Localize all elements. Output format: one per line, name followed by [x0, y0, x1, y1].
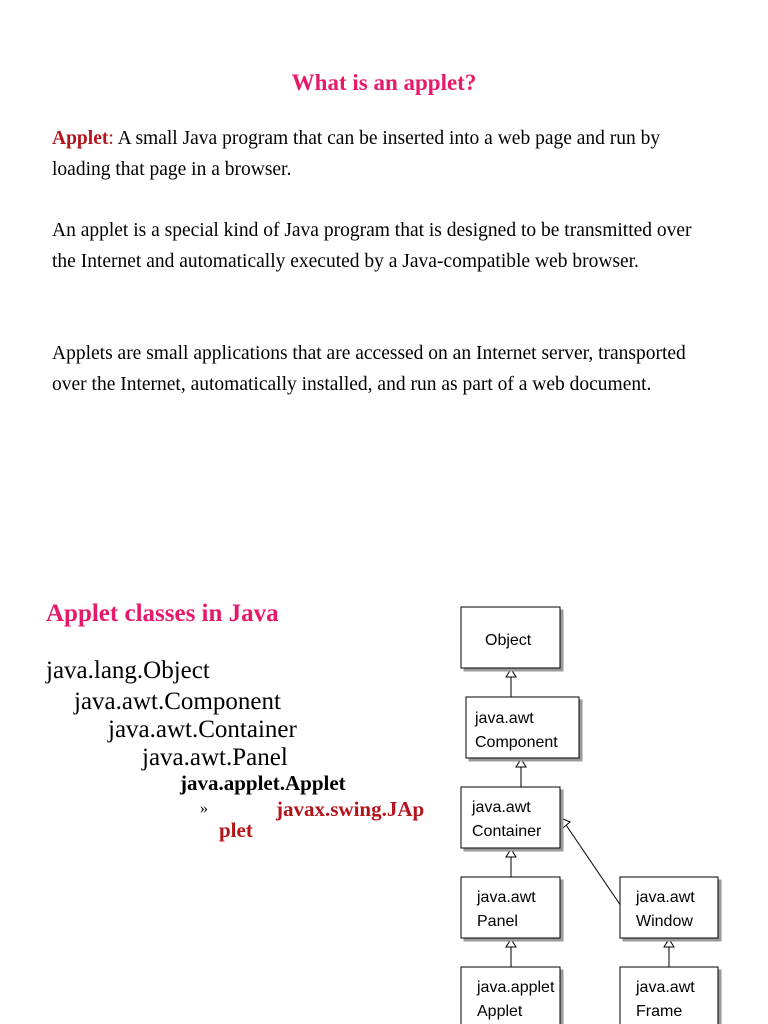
- connector-window-container: [564, 822, 621, 906]
- node-applet: [461, 967, 560, 1024]
- node-window-line1: java.awt: [636, 889, 695, 906]
- node-component-line2: Component: [475, 734, 558, 751]
- hierarchy-applet: java.applet.Applet: [180, 771, 346, 795]
- definition-colon: :: [108, 128, 114, 149]
- definition-text: A small Java program that can be inserted into a web page and run by loading that page in a browser.: [52, 128, 661, 180]
- node-panel-line1: java.awt: [477, 889, 536, 906]
- node-object-label: Object: [485, 632, 532, 649]
- node-frame: [620, 967, 718, 1024]
- hierarchy-panel: java.awt.Panel: [142, 744, 288, 771]
- hierarchy-japplet-part1: javax.swing.JAp: [276, 797, 425, 821]
- node-frame-line1: java.awt: [636, 979, 695, 996]
- node-panel-line2: Panel: [477, 913, 518, 930]
- node-applet-line2: Applet: [477, 1003, 523, 1020]
- paragraph-special-kind: An applet is a special kind of Java program that is designed to be transmitted over the Internet and automatically executed by a Java-compatible web browser.: [52, 220, 692, 272]
- arrowhead-panel: [506, 939, 516, 947]
- hierarchy-container: java.awt.Container: [108, 716, 297, 743]
- section-title: Applet classes in Java: [46, 600, 279, 627]
- node-container: [461, 787, 560, 848]
- node-frame-line2: Frame: [636, 1003, 683, 1020]
- hierarchy-component: java.awt.Component: [74, 688, 281, 715]
- page-title: What is an applet?: [291, 70, 477, 95]
- node-applet-line1: java.applet: [477, 979, 555, 996]
- node-panel: [461, 877, 560, 938]
- arrowhead-container: [506, 849, 516, 857]
- arrowhead-container-side: [561, 818, 570, 828]
- node-component: [466, 697, 579, 758]
- node-object: [461, 607, 560, 668]
- node-container-line2: Container: [472, 823, 542, 840]
- arrowhead-window: [664, 939, 674, 947]
- paragraph-small-applications: Applets are small applications that are accessed on an Internet server, transported over the Internet, automatically installed, and run as part of a web document.: [52, 343, 686, 395]
- node-window: [620, 877, 718, 938]
- arrowhead-component: [516, 759, 526, 767]
- node-container-line1: java.awt: [472, 799, 531, 816]
- node-component-line1: java.awt: [475, 710, 534, 727]
- node-window-line2: Window: [636, 913, 693, 930]
- bullet-marker: »: [200, 800, 208, 817]
- hierarchy-object: java.lang.Object: [46, 657, 210, 684]
- hierarchy-japplet-part2: plet: [219, 818, 253, 842]
- definition-term: Applet: [52, 128, 109, 149]
- arrowhead-object: [506, 669, 516, 677]
